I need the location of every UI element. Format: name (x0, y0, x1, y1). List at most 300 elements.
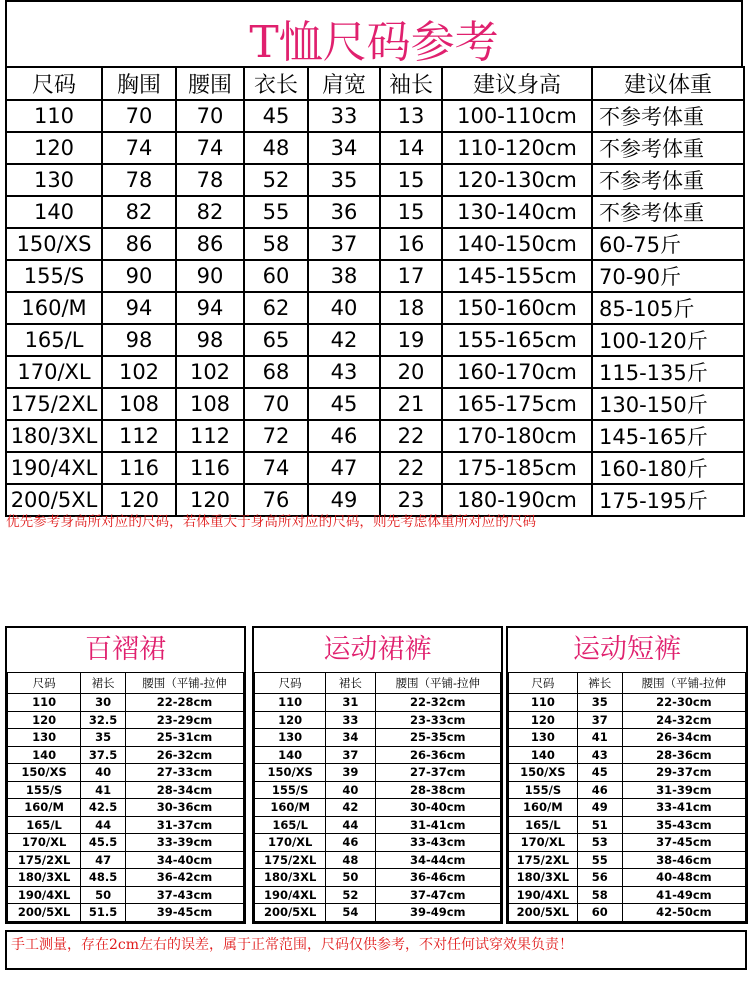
column-header: 尺码 (255, 673, 326, 694)
table-cell: 28-34cm (125, 781, 243, 799)
table-cell: 51 (577, 816, 622, 834)
table-row (509, 886, 746, 904)
table-row (255, 851, 501, 869)
table-cell: 18 (380, 292, 442, 324)
table-cell: 76 (244, 484, 308, 516)
table-cell: 150/XS (8, 764, 81, 782)
column-header: 腰围（平铺-拉伸 (375, 673, 500, 694)
table-row (6, 356, 744, 388)
table-row (8, 869, 244, 887)
table-cell: 140-150cm (442, 228, 592, 260)
table-cell: 49 (577, 799, 622, 817)
table-cell: 35 (81, 729, 126, 747)
table-cell: 32.5 (81, 711, 126, 729)
table-cell: 19 (380, 324, 442, 356)
table-cell: 40-48cm (622, 869, 745, 887)
table-cell: 46 (326, 834, 375, 852)
table-cell: 130 (8, 729, 81, 747)
table-cell: 175-185cm (442, 452, 592, 484)
table-cell: 180/3XL (6, 420, 102, 452)
table-cell: 65 (244, 324, 308, 356)
table-cell: 36-46cm (375, 869, 500, 887)
panel-size-table (508, 672, 746, 922)
table-cell: 160/M (6, 292, 102, 324)
table-cell: 70 (244, 388, 308, 420)
table-cell: 34 (326, 729, 375, 747)
table-cell: 37-43cm (125, 886, 243, 904)
table-cell: 190/4XL (255, 886, 326, 904)
table-cell: 不参考体重 (592, 164, 744, 196)
panel-title: 运动短裤 (573, 634, 681, 665)
table-cell: 100-120斤 (592, 324, 744, 356)
table-cell: 44 (326, 816, 375, 834)
column-header: 建议体重 (592, 67, 744, 100)
table-row (8, 746, 244, 764)
table-row (509, 694, 746, 712)
panel-title: 运动裙裤 (323, 634, 432, 665)
table-cell: 30-36cm (125, 799, 243, 817)
table-cell: 155/S (6, 260, 102, 292)
table-cell: 16 (380, 228, 442, 260)
table-cell: 102 (176, 356, 244, 388)
main-title-box (5, 0, 743, 66)
table-cell: 110 (8, 694, 81, 712)
table-cell: 145-165斤 (592, 420, 744, 452)
table-cell: 200/5XL (255, 904, 326, 922)
table-row (6, 420, 744, 452)
panel-size-table (254, 672, 501, 922)
table-cell: 40 (308, 292, 380, 324)
table-cell: 110 (255, 694, 326, 712)
column-header: 腰围 (176, 67, 244, 100)
table-cell: 42-50cm (622, 904, 745, 922)
table-cell: 150/XS (6, 228, 102, 260)
table-cell: 82 (102, 196, 176, 228)
table-cell: 68 (244, 356, 308, 388)
table-cell: 78 (176, 164, 244, 196)
table-cell: 160/M (255, 799, 326, 817)
table-cell: 108 (176, 388, 244, 420)
table-cell: 115-135斤 (592, 356, 744, 388)
table-row (509, 869, 746, 887)
table-cell: 39-49cm (375, 904, 500, 922)
table-cell: 25-35cm (375, 729, 500, 747)
table-cell: 14 (380, 132, 442, 164)
table-cell: 160-180斤 (592, 452, 744, 484)
table-cell: 53 (577, 834, 622, 852)
column-header: 尺码 (8, 673, 81, 694)
table-cell: 170/XL (255, 834, 326, 852)
column-header: 衣长 (244, 67, 308, 100)
table-cell: 90 (176, 260, 244, 292)
table-row (255, 886, 501, 904)
column-header: 肩宽 (308, 67, 380, 100)
table-row (255, 781, 501, 799)
table-cell: 190/4XL (509, 886, 578, 904)
table-row (8, 834, 244, 852)
table-row (8, 904, 244, 922)
table-cell: 60-75斤 (592, 228, 744, 260)
table-cell: 175/2XL (6, 388, 102, 420)
table-cell: 37.5 (81, 746, 126, 764)
table-cell: 165/L (6, 324, 102, 356)
table-cell: 41 (577, 729, 622, 747)
table-cell: 13 (380, 100, 442, 132)
column-header: 袖长 (380, 67, 442, 100)
table-cell: 48.5 (81, 869, 126, 887)
table-cell: 31-41cm (375, 816, 500, 834)
table-cell: 45 (577, 764, 622, 782)
table-cell: 26-36cm (375, 746, 500, 764)
table-cell: 37 (308, 228, 380, 260)
table-cell: 160/M (8, 799, 81, 817)
table-cell: 58 (577, 886, 622, 904)
table-cell: 33 (308, 100, 380, 132)
table-row (6, 100, 744, 132)
table-cell: 31-37cm (125, 816, 243, 834)
column-header: 尺码 (6, 67, 102, 100)
table-cell: 45.5 (81, 834, 126, 852)
table-cell: 190/4XL (8, 886, 81, 904)
table-cell: 165/L (509, 816, 578, 834)
table-cell: 102 (102, 356, 176, 388)
table-cell: 50 (81, 886, 126, 904)
table-cell: 39-45cm (125, 904, 243, 922)
table-cell: 112 (176, 420, 244, 452)
column-header: 腰围（平铺-拉伸 (125, 673, 243, 694)
table-cell: 43 (577, 746, 622, 764)
table-row (509, 746, 746, 764)
column-header: 胸围 (102, 67, 176, 100)
table-cell: 38-46cm (622, 851, 745, 869)
table-cell: 34-44cm (375, 851, 500, 869)
table-cell: 15 (380, 196, 442, 228)
table-cell: 130 (509, 729, 578, 747)
table-cell: 94 (176, 292, 244, 324)
table-cell: 17 (380, 260, 442, 292)
table-cell: 36 (308, 196, 380, 228)
table-cell: 200/5XL (8, 904, 81, 922)
table-cell: 37 (577, 711, 622, 729)
table-cell: 78 (102, 164, 176, 196)
table-cell: 47 (81, 851, 126, 869)
table-cell: 20 (380, 356, 442, 388)
table-cell: 85-105斤 (592, 292, 744, 324)
table-cell: 23 (380, 484, 442, 516)
table-cell: 33-41cm (622, 799, 745, 817)
table-cell: 42 (326, 799, 375, 817)
table-cell: 37-47cm (375, 886, 500, 904)
table-cell: 175-195斤 (592, 484, 744, 516)
table-cell: 55 (577, 851, 622, 869)
table-row (255, 816, 501, 834)
table-cell: 150/XS (255, 764, 326, 782)
table-cell: 55 (244, 196, 308, 228)
table-cell: 175/2XL (509, 851, 578, 869)
table-cell: 74 (176, 132, 244, 164)
pleated-skirt-panel (5, 626, 246, 924)
table-cell: 35 (577, 694, 622, 712)
table-cell: 27-37cm (375, 764, 500, 782)
table-row (8, 764, 244, 782)
table-cell: 180/3XL (8, 869, 81, 887)
measurement-disclaimer: 手工测量，存在2cm左右的误差，属于正常范围，尺码仅供参考，不对任何试穿效果负责！ (5, 930, 747, 970)
table-cell: 52 (326, 886, 375, 904)
table-cell: 70 (102, 100, 176, 132)
table-cell: 22 (380, 452, 442, 484)
table-cell: 44 (81, 816, 126, 834)
table-cell: 24-32cm (622, 711, 745, 729)
table-row (509, 851, 746, 869)
table-cell: 43 (308, 356, 380, 388)
table-cell: 190/4XL (6, 452, 102, 484)
table-cell: 46 (577, 781, 622, 799)
table-cell: 72 (244, 420, 308, 452)
table-cell: 108 (102, 388, 176, 420)
panel-header-row (255, 673, 501, 694)
table-cell: 180-190cm (442, 484, 592, 516)
table-cell: 74 (102, 132, 176, 164)
table-cell: 90 (102, 260, 176, 292)
table-cell: 31-39cm (622, 781, 745, 799)
table-row (6, 260, 744, 292)
table-cell: 200/5XL (509, 904, 578, 922)
table-cell: 150/XS (509, 764, 578, 782)
column-header: 裙长 (81, 673, 126, 694)
table-cell: 47 (308, 452, 380, 484)
table-cell: 130 (6, 164, 102, 196)
table-cell: 不参考体重 (592, 196, 744, 228)
table-cell: 35 (308, 164, 380, 196)
table-row (8, 711, 244, 729)
column-header: 建议身高 (442, 67, 592, 100)
table-cell: 29-37cm (622, 764, 745, 782)
table-row (255, 904, 501, 922)
table-cell: 140 (255, 746, 326, 764)
table-row (6, 196, 744, 228)
table-cell: 25-31cm (125, 729, 243, 747)
table-cell: 155/S (255, 781, 326, 799)
table-cell: 94 (102, 292, 176, 324)
table-cell: 165/L (255, 816, 326, 834)
table-cell: 不参考体重 (592, 132, 744, 164)
table-cell: 170/XL (6, 356, 102, 388)
table-cell: 120 (255, 711, 326, 729)
table-cell: 34 (308, 132, 380, 164)
table-cell: 23-33cm (375, 711, 500, 729)
table-row (509, 816, 746, 834)
table-cell: 170/XL (8, 834, 81, 852)
table-cell: 150-160cm (442, 292, 592, 324)
table-row (255, 869, 501, 887)
panel-header-row (509, 673, 746, 694)
table-cell: 140 (509, 746, 578, 764)
table-cell: 39 (326, 764, 375, 782)
table-row (8, 694, 244, 712)
table-row (8, 781, 244, 799)
table-cell: 15 (380, 164, 442, 196)
table-row (8, 729, 244, 747)
table-cell: 116 (176, 452, 244, 484)
table-cell: 86 (176, 228, 244, 260)
panel-header-row (8, 673, 244, 694)
table-cell: 70 (176, 100, 244, 132)
table-row (8, 816, 244, 834)
table-cell: 58 (244, 228, 308, 260)
table-cell: 不参考体重 (592, 100, 744, 132)
table-cell: 33 (326, 711, 375, 729)
table-cell: 160-170cm (442, 356, 592, 388)
table-cell: 48 (244, 132, 308, 164)
table-cell: 42.5 (81, 799, 126, 817)
table-cell: 40 (81, 764, 126, 782)
table-cell: 165-175cm (442, 388, 592, 420)
table-cell: 21 (380, 388, 442, 420)
table-cell: 56 (577, 869, 622, 887)
table-cell: 160/M (509, 799, 578, 817)
table-cell: 116 (102, 452, 176, 484)
table-cell: 48 (326, 851, 375, 869)
table-cell: 37 (326, 746, 375, 764)
table-cell: 60 (244, 260, 308, 292)
size-advice-note: 优先参考身高所对应的尺码，若体重大于身高所对应的尺码，则先考虑体重所对应的尺码 (6, 514, 537, 530)
table-cell: 140 (6, 196, 102, 228)
column-header: 腰围（平铺-拉伸 (622, 673, 745, 694)
column-header: 裤长 (577, 673, 622, 694)
table-cell: 49 (308, 484, 380, 516)
table-cell: 27-33cm (125, 764, 243, 782)
table-cell: 100-110cm (442, 100, 592, 132)
table-header-row (6, 67, 744, 100)
table-cell: 33-43cm (375, 834, 500, 852)
table-cell: 130 (255, 729, 326, 747)
table-cell: 54 (326, 904, 375, 922)
table-cell: 31 (326, 694, 375, 712)
table-cell: 36-42cm (125, 869, 243, 887)
sport-skort-panel (252, 626, 503, 924)
table-row (255, 694, 501, 712)
table-row (6, 164, 744, 196)
table-row (6, 324, 744, 356)
table-cell: 45 (244, 100, 308, 132)
table-cell: 110 (6, 100, 102, 132)
table-cell: 130-150斤 (592, 388, 744, 420)
table-cell: 130-140cm (442, 196, 592, 228)
table-cell: 45 (308, 388, 380, 420)
table-cell: 28-38cm (375, 781, 500, 799)
panel-title: 百褶裙 (85, 634, 166, 665)
table-cell: 70-90斤 (592, 260, 744, 292)
table-cell: 30-40cm (375, 799, 500, 817)
table-cell: 170/XL (509, 834, 578, 852)
table-cell: 180/3XL (509, 869, 578, 887)
table-cell: 26-34cm (622, 729, 745, 747)
table-cell: 98 (102, 324, 176, 356)
table-cell: 22 (380, 420, 442, 452)
table-cell: 33-39cm (125, 834, 243, 852)
table-cell: 120-130cm (442, 164, 592, 196)
table-cell: 22-30cm (622, 694, 745, 712)
table-cell: 86 (102, 228, 176, 260)
table-row (6, 132, 744, 164)
table-cell: 120 (176, 484, 244, 516)
table-row (6, 228, 744, 260)
table-cell: 37-45cm (622, 834, 745, 852)
table-cell: 22-32cm (375, 694, 500, 712)
sport-shorts-panel (506, 626, 748, 924)
table-cell: 50 (326, 869, 375, 887)
table-cell: 155/S (8, 781, 81, 799)
table-cell: 28-36cm (622, 746, 745, 764)
table-cell: 120 (102, 484, 176, 516)
table-row (255, 746, 501, 764)
table-cell: 175/2XL (8, 851, 81, 869)
table-cell: 120 (6, 132, 102, 164)
table-cell: 74 (244, 452, 308, 484)
table-row (8, 851, 244, 869)
panel-size-table (7, 672, 244, 922)
table-cell: 145-155cm (442, 260, 592, 292)
tshirt-size-table (5, 66, 745, 517)
table-cell: 52 (244, 164, 308, 196)
table-cell: 200/5XL (6, 484, 102, 516)
table-row (255, 729, 501, 747)
table-cell: 98 (176, 324, 244, 356)
table-cell: 180/3XL (255, 869, 326, 887)
table-cell: 46 (308, 420, 380, 452)
table-row (6, 452, 744, 484)
table-row (8, 799, 244, 817)
table-cell: 175/2XL (255, 851, 326, 869)
table-cell: 34-40cm (125, 851, 243, 869)
table-cell: 60 (577, 904, 622, 922)
table-row (509, 711, 746, 729)
table-cell: 165/L (8, 816, 81, 834)
table-cell: 26-32cm (125, 746, 243, 764)
table-row (509, 764, 746, 782)
table-row (6, 388, 744, 420)
table-row (8, 886, 244, 904)
table-cell: 140 (8, 746, 81, 764)
table-row (255, 799, 501, 817)
table-row (509, 799, 746, 817)
table-cell: 42 (308, 324, 380, 356)
table-cell: 155-165cm (442, 324, 592, 356)
column-header: 裙长 (326, 673, 375, 694)
table-cell: 112 (102, 420, 176, 452)
table-row (255, 834, 501, 852)
table-row (255, 764, 501, 782)
table-cell: 82 (176, 196, 244, 228)
table-cell: 22-28cm (125, 694, 243, 712)
table-cell: 170-180cm (442, 420, 592, 452)
table-cell: 30 (81, 694, 126, 712)
table-cell: 23-29cm (125, 711, 243, 729)
table-cell: 120 (8, 711, 81, 729)
table-cell: 155/S (509, 781, 578, 799)
table-cell: 41-49cm (622, 886, 745, 904)
table-row (255, 711, 501, 729)
table-cell: 110 (509, 694, 578, 712)
table-cell: 38 (308, 260, 380, 292)
column-header: 尺码 (509, 673, 578, 694)
table-cell: 62 (244, 292, 308, 324)
table-cell: 51.5 (81, 904, 126, 922)
table-cell: 40 (326, 781, 375, 799)
table-row (6, 292, 744, 324)
table-cell: 35-43cm (622, 816, 745, 834)
table-cell: 120 (509, 711, 578, 729)
